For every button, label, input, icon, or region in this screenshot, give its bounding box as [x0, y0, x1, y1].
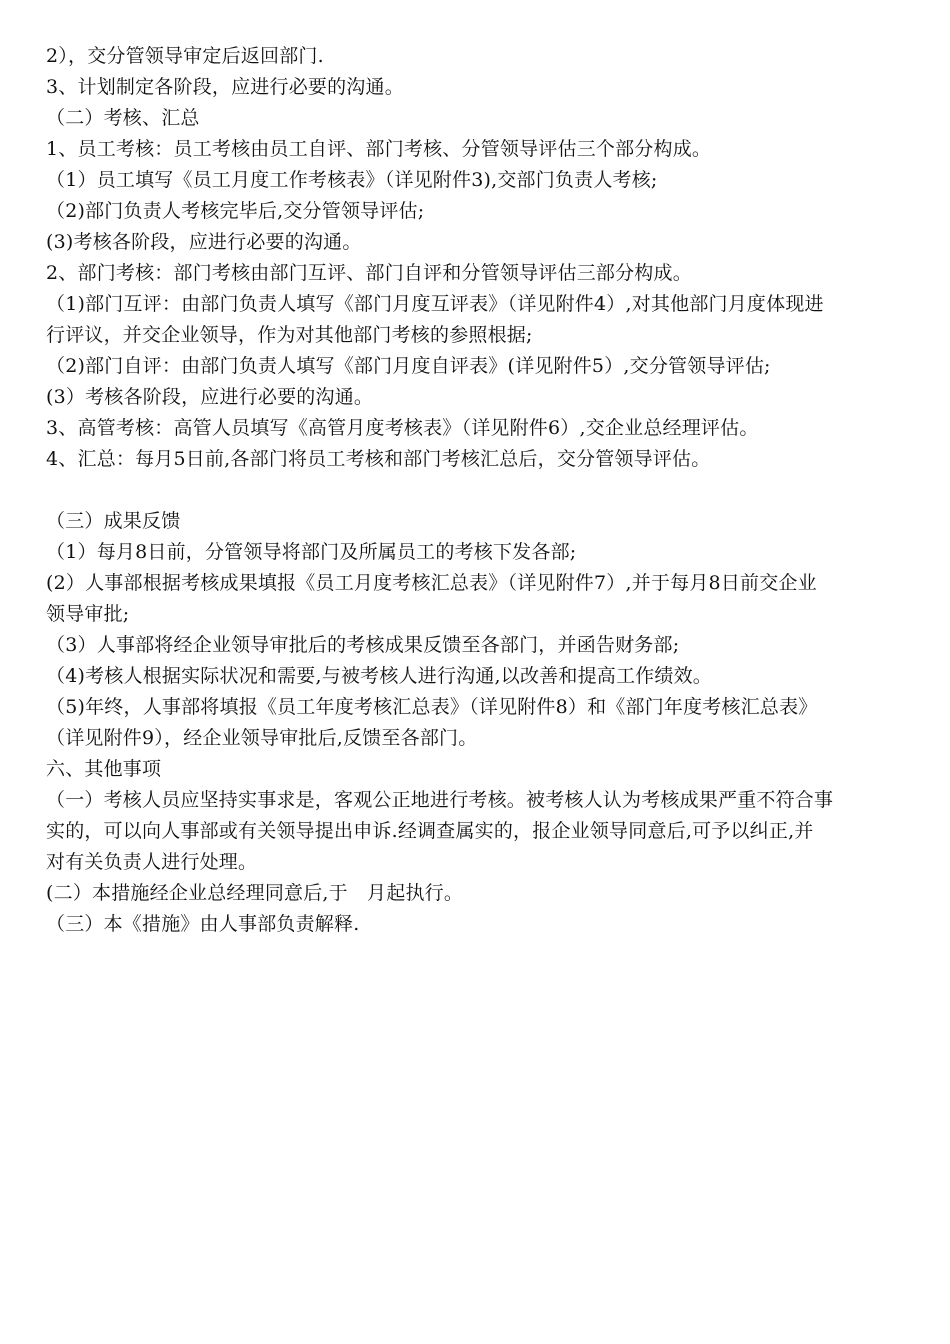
text-line: 3、高管考核：高管人员填写《高管月度考核表》（详见附件6）,交企业总经理评估。 [46, 417, 759, 439]
text-line: （详见附件9），经企业领导审批后,反馈至各部门。 [46, 727, 478, 749]
text-line: （3）人事部将经企业领导审批后的考核成果反馈至各部门，并函告财务部; [46, 634, 680, 656]
text-line: (3)考核各阶段，应进行必要的沟通。 [46, 231, 362, 253]
text-line: (2）人事部根据考核成果填报《员工月度考核汇总表》（详见附件7）,并于每月8日前交企业 [46, 572, 817, 594]
text-line: 对有关负责人进行处理。 [46, 851, 258, 873]
section-heading: 六、其他事项 [46, 758, 162, 780]
text-line: (3）考核各阶段，应进行必要的沟通。 [46, 386, 374, 408]
text-line: 行评议，并交企业领导，作为对其他部门考核的参照根据; [46, 324, 533, 346]
text-line: 1、员工考核：员工考核由员工自评、部门考核、分管领导评估三个部分构成。 [46, 138, 712, 160]
text-line: 3、计划制定各阶段，应进行必要的沟通。 [46, 76, 404, 98]
text-line: （5)年终，人事部将填报《员工年度考核汇总表》（详见附件8）和《部门年度考核汇总表》 [46, 696, 818, 718]
text-line: 4、汇总：每月5日前,各部门将员工考核和部门考核汇总后，交分管领导评估。 [46, 448, 711, 470]
text-line: （2)部门自评：由部门负责人填写《部门月度自评表》(详见附件5）,交分管领导评估; [46, 355, 771, 377]
section-heading: （三）成果反馈 [46, 510, 181, 532]
text-line: （1）每月8日前，分管领导将部门及所属员工的考核下发各部; [46, 541, 577, 563]
text-line: （一）考核人员应坚持实事求是，客观公正地进行考核。被考核人认为考核成果严重不符合事 [46, 789, 834, 811]
text-line: （4)考核人根据实际状况和需要,与被考核人进行沟通,以改善和提高工作绩效。 [46, 665, 712, 687]
section-heading: （二）考核、汇总 [46, 107, 200, 129]
text-line: 2、部门考核：部门考核由部门互评、部门自评和分管领导评估三部分构成。 [46, 262, 692, 284]
text-line: （1)部门互评：由部门负责人填写《部门月度互评表》（详见附件4）,对其他部门月度体现进 [46, 293, 824, 315]
text-line: （1）员工填写《员工月度工作考核表》（详见附件3),交部门负责人考核; [46, 169, 658, 191]
text-line: （2)部门负责人考核完毕后,交分管领导评估; [46, 200, 425, 222]
document-body [46, 41, 908, 940]
text-line: 实的，可以向人事部或有关领导提出申诉.经调查属实的，报企业领导同意后,可予以纠正,并 [46, 820, 814, 842]
text-line: （三）本《措施》由人事部负责解释. [46, 913, 360, 935]
blank-line [46, 475, 908, 506]
text-line: 领导审批; [46, 603, 130, 625]
text-line: (二）本措施经企业总经理同意后,于 月起执行。 [46, 882, 464, 904]
text-line: 2），交分管领导审定后返回部门. [46, 45, 324, 67]
